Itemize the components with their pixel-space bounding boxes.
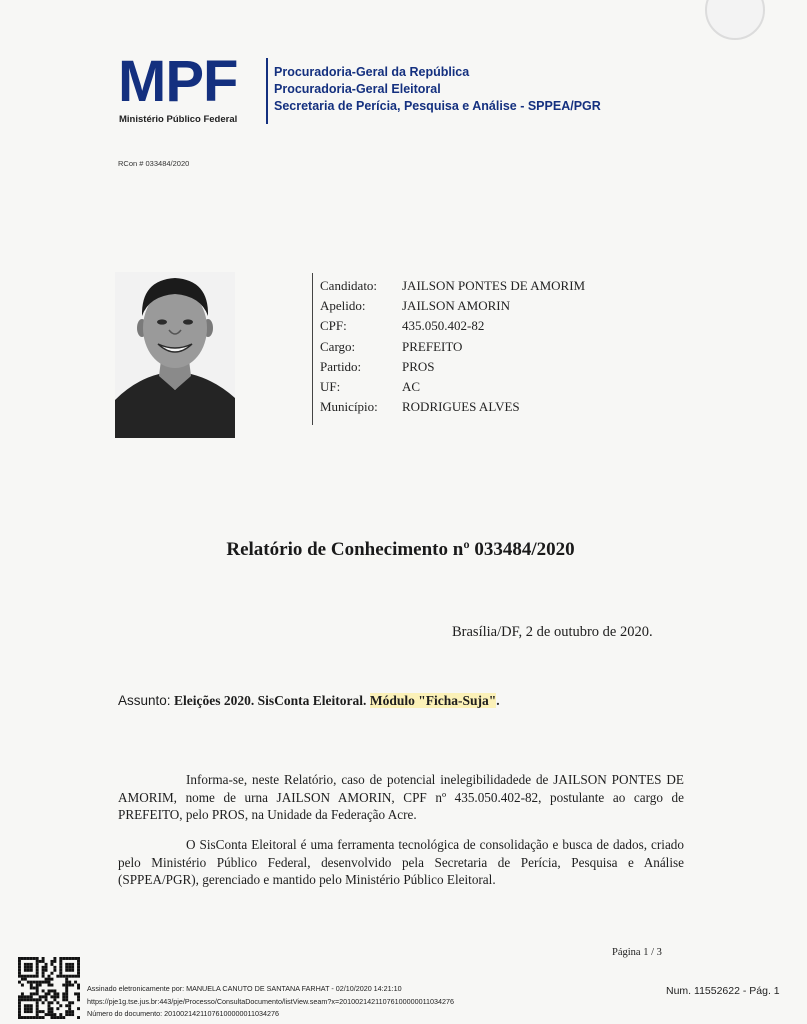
qr-module [18,969,21,972]
qr-module [50,1013,53,1016]
qr-module [71,969,74,972]
info-label: Partido: [320,358,362,374]
info-row-municipio [320,397,585,417]
qr-module [21,984,24,987]
qr-module [27,981,30,984]
qr-module [65,998,68,1001]
qr-module [36,1010,39,1013]
header-line: Procuradoria-Geral da República [274,65,470,79]
qr-module [18,975,21,978]
qr-module [36,960,39,963]
paragraph: Informa-se, neste Relatório, caso de potencial inelegibilidadede de JAILSON PONTES DE AMORIM, nome de urna JAILSON AMORIN, CPF nº 435.050.402-82, postulante ao cargo de PREFEITO, pelo PROS, na Unidade da Federação Acre. [118,772,684,822]
header-line: Secretaria de Perícia, Pesquisa e Análise - SPPEA/PGR [274,99,601,113]
qr-module [65,992,68,995]
info-value: AC [402,379,421,395]
qr-module [36,987,39,990]
qr-module [45,969,48,972]
qr-module [77,992,80,995]
qr-module [68,1001,71,1004]
qr-module [24,978,27,981]
qr-module [56,995,59,998]
info-label: Candidato: [320,278,378,293]
qr-module [74,992,77,995]
qr-module [42,1010,45,1013]
qr-module [18,957,21,960]
qr-module [77,1016,80,1019]
qr-module [45,978,48,981]
page-number: Página 1 / 3 [612,947,662,958]
qr-module [77,984,80,987]
qr-module [59,957,62,960]
qr-module [27,966,30,969]
qr-module [18,998,21,1001]
qr-module [42,975,45,978]
qr-module [18,1004,21,1007]
qr-module [45,981,48,984]
qr-module [30,1007,33,1010]
qr-module [77,987,80,990]
info-label: CPF: [320,318,347,334]
qr-module [42,981,45,984]
rcon-number: RCon # 033484/2020 [118,159,190,168]
info-label: Apelido: [320,298,366,314]
qr-module [24,1007,27,1010]
qr-module [50,1016,53,1019]
qr-module [30,981,33,984]
qr-module [77,960,80,963]
qr-module [48,975,51,978]
qr-module [24,998,27,1001]
signature-info [87,983,454,1021]
qr-module [21,992,24,995]
qr-module [68,1004,71,1007]
qr-module [50,995,53,998]
report-title [0,539,807,561]
qr-module [27,998,30,1001]
qr-module [53,992,56,995]
qr-module [42,966,45,969]
qr-module [65,981,68,984]
qr-module [42,969,45,972]
document-page-num: Num. 11552622 - Pág. 1 [666,985,780,997]
qr-module [53,1016,56,1019]
qr-module [42,995,45,998]
qr-module [27,1004,30,1007]
qr-module [62,1016,65,1019]
qr-module [36,957,39,960]
document-number: Número do documento: 20100214211076100000011034276 [87,1009,279,1018]
qr-module [21,1016,24,1019]
info-value: JAILSON AMORIN [402,298,510,314]
qr-module [36,981,39,984]
qr-module [39,998,42,1001]
qr-module [62,975,65,978]
qr-module [59,1004,62,1007]
info-label: Cargo: [320,338,356,354]
qr-module [71,975,74,978]
qr-module [48,981,51,984]
qr-module [50,1010,53,1013]
qr-module [50,972,53,975]
qr-module [27,969,30,972]
qr-module [53,969,56,972]
qr-module [48,984,51,987]
qr-module [65,963,68,966]
info-divider [312,273,313,425]
info-row-apelido [320,296,585,316]
info-row-partido [320,357,585,377]
qr-module [62,957,65,960]
qr-module [39,1016,42,1019]
qr-module [45,998,48,1001]
qr-module [36,966,39,969]
qr-module [27,1010,30,1013]
info-row-cargo [320,337,585,357]
qr-module [24,957,27,960]
qr-module [36,998,39,1001]
subject-text: Eleições 2020. SisConta Eleitoral. [174,693,367,708]
qr-module [36,975,39,978]
qr-module [18,960,21,963]
qr-module [59,969,62,972]
qr-module [30,984,33,987]
qr-module [68,969,71,972]
qr-module [68,975,71,978]
qr-module [45,963,48,966]
qr-module [68,1010,71,1013]
qr-module [59,960,62,963]
qr-module [30,987,33,990]
qr-module [30,975,33,978]
qr-module [18,1010,21,1013]
info-label: Município: [320,399,378,415]
header-line: Procuradoria-Geral Eleitoral [274,82,441,96]
qr-module [39,995,42,998]
qr-module [53,995,56,998]
qr-module [53,957,56,960]
qr-module [50,989,53,992]
qr-module [77,998,80,1001]
qr-module [50,1007,53,1010]
qr-module [48,1013,51,1016]
qr-module [59,966,62,969]
info-value: 435.050.402-82 [402,318,485,334]
qr-module [36,1007,39,1010]
qr-module [42,972,45,975]
qr-module [30,966,33,969]
qr-code [18,957,82,1019]
qr-module [36,1001,39,1004]
qr-module [45,966,48,969]
qr-module [53,998,56,1001]
qr-module [68,984,71,987]
qr-module [68,966,71,969]
qr-module [33,998,36,1001]
qr-module [68,1013,71,1016]
qr-module [18,1013,21,1016]
qr-module [30,992,33,995]
candidate-info [320,276,585,417]
qr-module [65,966,68,969]
qr-module [33,957,36,960]
qr-module [56,1001,59,1004]
info-value: PROS [402,358,435,374]
qr-module [65,984,68,987]
qr-module [39,1010,42,1013]
qr-module [30,998,33,1001]
qr-module [50,1001,53,1004]
qr-module [48,1010,51,1013]
qr-module [62,998,65,1001]
qr-module [30,963,33,966]
qr-module [59,1013,62,1016]
qr-module [48,1004,51,1007]
qr-module [42,1001,45,1004]
qr-module [24,1004,27,1007]
qr-module [33,987,36,990]
qr-module [45,995,48,998]
qr-module [74,975,77,978]
qr-module [62,992,65,995]
qr-module [33,992,36,995]
qr-module [21,995,24,998]
qr-module [24,966,27,969]
qr-module [33,975,36,978]
qr-module [18,995,21,998]
qr-module [33,1016,36,1019]
qr-module [36,963,39,966]
qr-module [68,1007,71,1010]
qr-module [50,960,53,963]
qr-module [71,1013,74,1016]
qr-module [21,998,24,1001]
qr-module [65,957,68,960]
qr-module [39,984,42,987]
qr-module [65,995,68,998]
signature-line: Assinado eletronicamente por: MANUELA CANUTO DE SANTANA FARHAT - 02/10/2020 14:21:10 [87,984,402,993]
qr-module [50,963,53,966]
qr-module [77,957,80,960]
subject-end: . [496,693,500,708]
report-title-text: Relatório de Conhecimento nº 033484/2020 [226,539,575,560]
qr-module [30,995,33,998]
qr-module [77,969,80,972]
qr-module [36,984,39,987]
qr-module [24,975,27,978]
qr-module [24,1016,27,1019]
info-row-uf [320,377,585,397]
qr-module [27,963,30,966]
qr-module [48,1001,51,1004]
info-value: PREFEITO [402,338,463,354]
qr-module [39,960,42,963]
info-row-candidato [320,276,585,296]
qr-module [71,963,74,966]
qr-module [65,975,68,978]
qr-module [65,1013,68,1016]
qr-module [30,1004,33,1007]
subject-highlight: Módulo "Ficha-Suja" [369,693,497,708]
qr-module [71,984,74,987]
qr-module [36,992,39,995]
qr-module [65,989,68,992]
qr-module [27,1007,30,1010]
qr-module [48,978,51,981]
qr-module [24,1010,27,1013]
qr-module [77,1007,80,1010]
qr-module [68,957,71,960]
qr-module [21,975,24,978]
qr-module [59,975,62,978]
qr-module [45,1013,48,1016]
qr-module [42,1016,45,1019]
qr-module [56,1016,59,1019]
qr-module [30,957,33,960]
qr-module [53,989,56,992]
mpf-logo [118,49,268,126]
qr-module [21,978,24,981]
report-date: Brasília/DF, 2 de outubro de 2020. [452,624,653,640]
header-divider [266,58,268,124]
qr-module [18,1001,21,1004]
qr-module [36,1004,39,1007]
qr-module [56,975,59,978]
qr-module [77,972,80,975]
qr-module [18,963,21,966]
qr-module [50,978,53,981]
qr-module [77,963,80,966]
info-value: JAILSON PONTES DE AMORIM [402,278,586,293]
qr-module [18,966,21,969]
qr-module [18,972,21,975]
qr-module [59,1016,62,1019]
qr-module [71,1001,74,1004]
qr-module [53,966,56,969]
qr-module [71,1010,74,1013]
qr-module [18,1007,21,1010]
qr-module [77,975,80,978]
qr-module [18,981,21,984]
qr-module [45,992,48,995]
qr-module [59,972,62,975]
qr-module [27,1016,30,1019]
qr-module [24,969,27,972]
qr-module [48,1007,51,1010]
qr-module [74,981,77,984]
qr-module [27,975,30,978]
candidate-photo [115,272,235,438]
subject-line [118,693,500,710]
qr-module [39,981,42,984]
qr-module [36,972,39,975]
header-institution [274,64,601,115]
qr-module [56,1007,59,1010]
qr-module [48,992,51,995]
qr-module [77,966,80,969]
qr-module [71,957,74,960]
qr-module [36,1016,39,1019]
qr-module [59,963,62,966]
qr-module [74,957,77,960]
document-url-link[interactable]: https://pje1g.tse.jus.br:443/pje/Processo/ConsultaDocumento/listView.seam?x=20100214211076100000011034276 [87,996,455,1006]
paragraph: O SisConta Eleitoral é uma ferramenta tecnológica de consolidação e busca de dados, criado pelo Ministério Público Federal, desenvolvido pela Secretaria de Perícia, Pesquisa e Análise (SPPEA/PGR), gerenciado e mantido pelo Ministério Público Eleitoral. [118,837,684,887]
qr-module [68,963,71,966]
qr-module [65,1004,68,1007]
qr-module [48,989,51,992]
qr-module [65,969,68,972]
qr-module [62,995,65,998]
qr-module [36,989,39,992]
qr-module [24,963,27,966]
info-value: RODRIGUES ALVES [402,399,520,415]
info-row-cpf [320,316,585,336]
qr-module [30,969,33,972]
qr-module [53,960,56,963]
qr-module [33,981,36,984]
corner-mark [705,0,765,40]
qr-module [30,1010,33,1013]
subject-label: Assunto: [118,693,171,708]
qr-module [53,1013,56,1016]
qr-module [65,978,68,981]
logo-subtitle: Ministério Público Federal [119,114,238,125]
qr-module [21,957,24,960]
qr-module [50,984,53,987]
info-label: UF: [320,379,341,395]
qr-module [30,1016,33,1019]
qr-module [68,981,71,984]
qr-module [42,957,45,960]
qr-module [27,957,30,960]
logo-letters: MPF [118,49,238,114]
qr-module [77,995,80,998]
qr-module [24,995,27,998]
qr-module [62,984,65,987]
qr-module [36,1013,39,1016]
qr-module [36,969,39,972]
qr-module [42,989,45,992]
qr-module [71,966,74,969]
qr-module [18,1016,21,1019]
qr-module [65,987,68,990]
qr-module [42,960,45,963]
qr-module [27,995,30,998]
qr-module [56,992,59,995]
qr-module [65,1010,68,1013]
